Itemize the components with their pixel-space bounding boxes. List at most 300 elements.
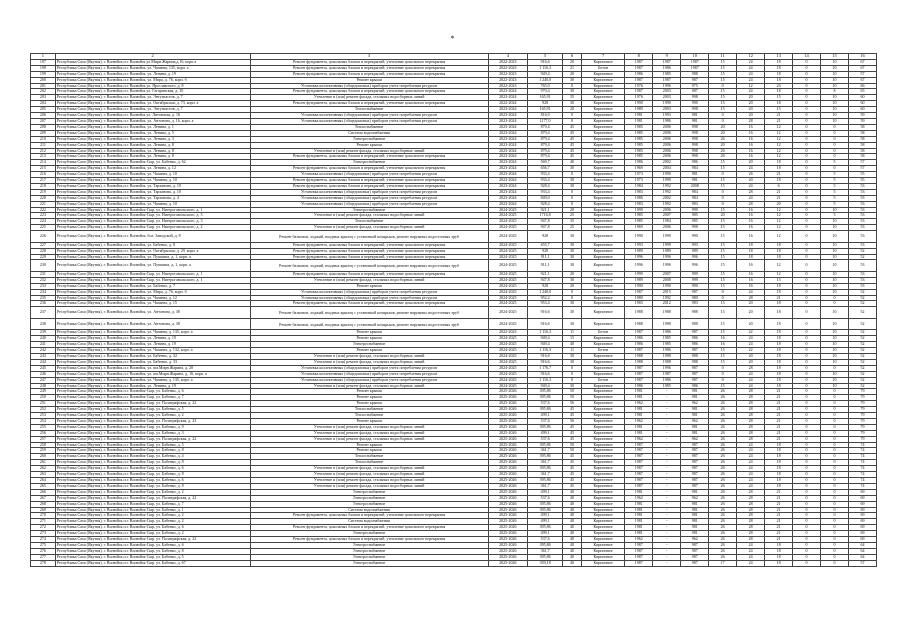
- wear-cell: 45: [563, 424, 582, 430]
- material-cell: Кирпичное: [581, 478, 624, 484]
- row-number-cell: 202: [31, 89, 56, 95]
- score-cell: 12: [765, 154, 793, 160]
- score-cell: 15: [709, 277, 737, 283]
- period-cell: 2025-2026: [488, 560, 527, 566]
- score-cell: 15: [709, 101, 737, 107]
- wear-cell: 40: [563, 548, 582, 554]
- score-cell: 10: [821, 318, 849, 330]
- total-score-cell: 74: [848, 466, 876, 472]
- year-commission-cell: 1987: [681, 59, 709, 65]
- wear-cell: 30: [563, 383, 582, 389]
- score-cell: 28: [737, 501, 765, 507]
- material-cell: Кирпичное: [581, 59, 624, 65]
- address-cell: Республика Саха (Якутия), г. Вилюйск,п.г. Вилюйск, ул. Антонова, д. 38: [55, 318, 250, 330]
- score-cell: 0: [793, 160, 821, 166]
- row-number-cell: 249: [31, 389, 56, 395]
- year-repair-cell: 2002: [653, 195, 681, 201]
- score-cell: 24: [737, 460, 765, 466]
- year-commission-cell: 987: [681, 542, 709, 548]
- wear-cell: 15: [563, 336, 582, 342]
- address-cell: Республика Саха (Якутия), г. Вилюйск,п.г. Вилюйск, ул. Ленина, д. 8: [55, 142, 250, 148]
- year-commission-cell: 988: [681, 318, 709, 330]
- row-number-cell: 241: [31, 342, 56, 348]
- score-cell: 0: [709, 371, 737, 377]
- material-cell: Кирпичное: [581, 89, 624, 95]
- material-cell: Кирпичное: [581, 101, 624, 107]
- year-repair-cell: -: [653, 436, 681, 442]
- address-cell: Республика Саха (Якутия), г. Вилюйск,п.г. Вилюйск, ул. Ленина, д. 12: [55, 166, 250, 172]
- wear-cell: 40: [563, 531, 582, 537]
- score-cell: 0: [793, 148, 821, 154]
- area-cell: 361,7: [528, 460, 563, 466]
- year-repair-cell: -: [653, 537, 681, 543]
- score-cell: 20: [737, 307, 765, 319]
- material-cell: Кирпичное: [581, 213, 624, 219]
- material-cell: Кирпичное: [581, 542, 624, 548]
- score-cell: 0: [709, 195, 737, 201]
- page-marker: *: [450, 34, 455, 43]
- score-cell: 26: [709, 513, 737, 519]
- score-cell: 21: [765, 525, 793, 531]
- area-cell: 395,86: [528, 454, 563, 460]
- score-cell: 18: [765, 242, 793, 248]
- area-cell: 395,86: [528, 407, 563, 413]
- address-cell: Республика Саха (Якутия), г. Вилюйск,п.г. Вилюйск, ул. Бабенко, д. 32: [55, 353, 250, 359]
- year-repair-cell: 1988: [653, 353, 681, 359]
- row-number-cell: 274: [31, 537, 56, 543]
- work-type-cell: Ремонт крыши: [250, 395, 488, 401]
- score-cell: 26: [709, 542, 737, 548]
- year-built-cell: 1969: [625, 225, 653, 231]
- score-cell: 15: [709, 107, 737, 113]
- work-type-cell: Ремонт балконов, лоджий, входных крылец с установкой козырьков, ремонт наружных водосточных труб: [250, 260, 488, 272]
- year-repair-cell: 2003: [653, 107, 681, 113]
- score-cell: 10: [821, 353, 849, 359]
- total-score-cell: 52: [848, 248, 876, 254]
- score-cell: 0: [821, 395, 849, 401]
- score-cell: 0: [709, 83, 737, 89]
- year-repair-cell: 1993: [653, 113, 681, 119]
- area-cell: 537,6: [528, 537, 563, 543]
- period-cell: 2025-2026: [488, 554, 527, 560]
- wear-cell: 40: [563, 525, 582, 531]
- year-commission-cell: 986: [681, 342, 709, 348]
- wear-cell: 30: [563, 77, 582, 83]
- score-cell: 28: [737, 118, 765, 124]
- year-built-cell: 1986: [625, 71, 653, 77]
- row-number-cell: 215: [31, 166, 56, 172]
- total-score-cell: 59: [848, 113, 876, 119]
- period-cell: 2025-2026: [488, 389, 527, 395]
- period-cell: 2025-2026: [488, 507, 527, 513]
- row-number-cell: 270: [31, 513, 56, 519]
- score-cell: 12: [765, 213, 793, 219]
- row-number-cell: 263: [31, 472, 56, 478]
- material-cell: Кирпичное: [581, 519, 624, 525]
- period-cell: 2024-2025: [488, 289, 527, 295]
- year-commission-cell: 985: [681, 219, 709, 225]
- work-type-cell: Ремонт фундамента, цокольных блоков и перекрытий, утепление цокольного перекрытия: [250, 59, 488, 65]
- period-cell: 2024-2025: [488, 254, 527, 260]
- score-cell: 18: [765, 307, 793, 319]
- score-cell: 12: [765, 271, 793, 277]
- score-cell: 16: [737, 283, 765, 289]
- row-number-cell: 223: [31, 213, 56, 219]
- work-type-cell: Утепление и (или) ремонт фасада, стальных водосборных линий: [250, 466, 488, 472]
- total-score-cell: 69: [848, 489, 876, 495]
- period-cell: 2023-2024: [488, 89, 527, 95]
- score-cell: 5: [821, 201, 849, 207]
- total-score-cell: 67: [848, 77, 876, 83]
- score-cell: 0: [793, 183, 821, 189]
- wear-cell: 20: [563, 71, 582, 77]
- work-type-cell: Ремонт фундамента, цокольных блоков и перекрытий, утепление цокольного перекрытия: [250, 89, 488, 95]
- year-commission-cell: 962: [681, 418, 709, 424]
- wear-cell: 0: [563, 83, 582, 89]
- address-cell: Республика Саха (Якутия), г. Вилюйск,п.г. Вилюйск-Сыр, ул. Бабенко, д. 6: [55, 542, 250, 548]
- score-cell: 26: [709, 531, 737, 537]
- score-cell: 26: [709, 483, 737, 489]
- score-cell: 0: [821, 501, 849, 507]
- score-cell: 21: [765, 495, 793, 501]
- score-cell: 24: [737, 77, 765, 83]
- score-cell: 18: [765, 77, 793, 83]
- year-commission-cell: 987: [681, 472, 709, 478]
- score-cell: 0: [821, 460, 849, 466]
- score-cell: 28: [737, 436, 765, 442]
- work-type-cell: Ремонт крыши: [250, 336, 488, 342]
- address-cell: Республика Саха (Якутия), г. Вилюйск,п.г. Вилюйск-Сыр, ул. Бабенко, д. 2: [55, 413, 250, 419]
- material-cell: Кирпичное: [581, 118, 624, 124]
- row-number-cell: 276: [31, 548, 56, 554]
- material-cell: Кирпичное: [581, 83, 624, 89]
- wear-cell: 21: [563, 65, 582, 71]
- work-type-cell: Установка коллективных (общедомовых) приборов учета потребления ресурсов: [250, 189, 488, 195]
- material-cell: Кирпичное: [581, 201, 624, 207]
- area-cell: 656,7: [528, 166, 563, 172]
- score-cell: 5: [821, 172, 849, 178]
- wear-cell: 30: [563, 254, 582, 260]
- period-cell: 2023-2024: [488, 107, 527, 113]
- work-type-cell: Утепление и (или) ремонт фасада, стальных водосборных линий: [250, 353, 488, 359]
- year-repair-cell: 1996: [653, 365, 681, 371]
- area-cell: 933,4: [528, 172, 563, 178]
- address-cell: Республика Саха (Якутия), г. Вилюйск,п.г. Вилюйск, ул. Бабенко, д. 33: [55, 359, 250, 365]
- period-cell: 2025-2026: [488, 531, 527, 537]
- year-repair-cell: 1996: [653, 260, 681, 272]
- score-cell: 18: [765, 71, 793, 77]
- year-built-cell: 1986: [625, 195, 653, 201]
- score-cell: 24: [737, 542, 765, 548]
- score-cell: 18: [765, 178, 793, 184]
- period-cell: 2025-2026: [488, 430, 527, 436]
- score-cell: 24: [737, 336, 765, 342]
- year-built-cell: 1999: [625, 271, 653, 277]
- year-repair-cell: -: [653, 389, 681, 395]
- total-score-cell: 74: [848, 472, 876, 478]
- year-built-cell: 1981: [625, 525, 653, 531]
- year-repair-cell: 1996: [653, 254, 681, 260]
- address-cell: Республика Саха (Якутия), г. Вилюйск,п.г. Вилюйск-Сыр, ул. Бабенко, д. 8: [55, 448, 250, 454]
- row-number-cell: 246: [31, 371, 56, 377]
- year-repair-cell: 1985: [653, 71, 681, 77]
- year-commission-cell: 981: [681, 424, 709, 430]
- material-cell: Кирпичное: [581, 166, 624, 172]
- score-cell: 24: [737, 548, 765, 554]
- material-cell: Кирпичное: [581, 495, 624, 501]
- score-cell: 10: [821, 377, 849, 383]
- score-cell: 0: [821, 407, 849, 413]
- score-cell: 15: [709, 318, 737, 330]
- year-built-cell: 1981: [625, 519, 653, 525]
- year-repair-cell: -: [653, 442, 681, 448]
- score-cell: 0: [821, 489, 849, 495]
- row-number-cell: 265: [31, 483, 56, 489]
- address-cell: Республика Саха (Якутия), г. Вилюйск,п.г. Вилюйск, ул. Чапаева, 135, корп. а: [55, 65, 250, 71]
- year-commission-cell: 962: [681, 495, 709, 501]
- wear-cell: 45: [563, 430, 582, 436]
- score-cell: 0: [793, 489, 821, 495]
- address-cell: Республика Саха (Якутия), г. Вилюйск,п.г. Вилюйск, ул. Чапаева, д. 132, корп. а: [55, 348, 250, 354]
- score-cell: 15: [709, 348, 737, 354]
- score-cell: 0: [821, 301, 849, 307]
- total-score-cell: 58: [848, 124, 876, 130]
- work-type-cell: Утепление и (или) ремонт фасада, стальных водосборных линий: [250, 472, 488, 478]
- score-cell: 10: [821, 260, 849, 272]
- material-cell: Кирпичное: [581, 365, 624, 371]
- area-cell: 165,91: [528, 95, 563, 101]
- score-cell: 21: [765, 113, 793, 119]
- address-cell: Республика Саха (Якутия), г. Вилюйск,п.г. Вилюйск, ул. Тарханова, д. 4: [55, 195, 250, 201]
- work-type-cell: Ремонт крыши: [250, 330, 488, 336]
- row-number-cell: 216: [31, 172, 56, 178]
- row-number-cell: 256: [31, 430, 56, 436]
- address-cell: Республика Саха (Якутия), г. Вилюйск,п.г. Вилюйск-Сыр, ул. Бабенко, д. 6: [55, 478, 250, 484]
- year-built-cell: 1988: [625, 318, 653, 330]
- year-repair-cell: 1985: [653, 336, 681, 342]
- work-type-cell: Ремонт крыши: [250, 142, 488, 148]
- year-repair-cell: -: [653, 430, 681, 436]
- score-cell: 0: [793, 219, 821, 225]
- score-cell: 26: [709, 154, 737, 160]
- score-cell: 10: [821, 383, 849, 389]
- score-cell: 0: [793, 472, 821, 478]
- score-cell: 26: [709, 148, 737, 154]
- address-cell: Республика Саха (Якутия), г. Вилюйск,п.г. Вилюйск-Сыр, ул. Бабенко, д. 7: [55, 501, 250, 507]
- year-built-cell: 1981: [625, 389, 653, 395]
- score-cell: 0: [793, 77, 821, 83]
- score-cell: 18: [765, 348, 793, 354]
- score-cell: 0: [793, 195, 821, 201]
- address-cell: Республика Саха (Якутия), г. Вилюйск,п.г. Вилюйск, ул. Ленина, д. 19: [55, 71, 250, 77]
- wear-cell: 45: [563, 483, 582, 489]
- year-built-cell: 1962: [625, 401, 653, 407]
- work-type-cell: Электроснабжение: [250, 554, 488, 560]
- score-cell: 0: [793, 377, 821, 383]
- work-type-cell: Теплоснабжение: [250, 107, 488, 113]
- score-cell: 12: [765, 219, 793, 225]
- score-cell: 0: [793, 478, 821, 484]
- area-cell: 499,1: [528, 430, 563, 436]
- score-cell: 12: [765, 225, 793, 231]
- score-cell: 16: [737, 260, 765, 272]
- material-cell: Кирпичное: [581, 219, 624, 225]
- year-commission-cell: 981: [681, 513, 709, 519]
- score-cell: 26: [709, 424, 737, 430]
- area-cell: 879,4: [528, 148, 563, 154]
- material-cell: Кирпичное: [581, 389, 624, 395]
- year-repair-cell: 1999: [653, 242, 681, 248]
- row-number-cell: 264: [31, 478, 56, 484]
- score-cell: 0: [821, 466, 849, 472]
- year-built-cell: 1987: [625, 483, 653, 489]
- year-commission-cell: 988: [681, 71, 709, 77]
- address-cell: Республика Саха (Якутия), г. Вилюйск,п.г. Вилюйск-Сыр, ул. Бабенко, д. 8: [55, 548, 250, 554]
- score-cell: 16: [709, 342, 737, 348]
- row-number-cell: 203: [31, 95, 56, 101]
- address-cell: Республика Саха (Якутия), г. Вилюйск,п.г. Вилюйск-Сыр, ул. Бабенко, д. 5: [55, 554, 250, 560]
- score-cell: 10: [821, 254, 849, 260]
- area-cell: 499,1: [528, 531, 563, 537]
- row-number-cell: 219: [31, 189, 56, 195]
- row-number-cell: 208: [31, 124, 56, 130]
- work-type-cell: Теплоснабжение: [250, 454, 488, 460]
- year-repair-cell: -: [653, 560, 681, 566]
- work-type-cell: Ремонт фундамента, цокольных блоков и перекрытий, утепление цокольного перекрытия: [250, 71, 488, 77]
- score-cell: 0: [821, 401, 849, 407]
- total-score-cell: 69: [848, 525, 876, 531]
- year-commission-cell: 986: [681, 383, 709, 389]
- score-cell: 0: [793, 507, 821, 513]
- score-cell: 24: [737, 289, 765, 295]
- area-cell: 879,4: [528, 154, 563, 160]
- address-cell: Республика Саха (Якутия), г. Вилюйск,п.г. Вилюйск, ул. Пушкина, д. 1, корп. а: [55, 254, 250, 260]
- score-cell: 15: [709, 353, 737, 359]
- total-score-cell: 65: [848, 89, 876, 95]
- work-type-cell: Утепление и (или) ремонт фасада, стальных водосборных линий: [250, 424, 488, 430]
- score-cell: 16: [737, 142, 765, 148]
- score-cell: 12: [765, 260, 793, 272]
- score-cell: 0: [821, 430, 849, 436]
- period-cell: 2023-2024: [488, 178, 527, 184]
- score-cell: 0: [821, 548, 849, 554]
- score-cell: 18: [737, 254, 765, 260]
- row-number-cell: 235: [31, 295, 56, 301]
- period-cell: 2023-2024: [488, 154, 527, 160]
- area-cell: 361,7: [528, 483, 563, 489]
- material-cell: Кирпичное: [581, 401, 624, 407]
- year-built-cell: 1981: [625, 424, 653, 430]
- row-number-cell: 214: [31, 160, 56, 166]
- area-cell: 1 116,3: [528, 330, 563, 336]
- area-cell: 537,6: [528, 436, 563, 442]
- score-cell: 0: [709, 172, 737, 178]
- work-type-cell: Утепление и (или) ремонт фасада, стальных водосборных линий: [250, 483, 488, 489]
- year-built-cell: 1987: [625, 542, 653, 548]
- wear-cell: 40: [563, 495, 582, 501]
- work-type-cell: Теплоснабжение: [250, 219, 488, 225]
- year-commission-cell: 981: [681, 118, 709, 124]
- score-cell: 26: [709, 525, 737, 531]
- address-cell: Республика Саха (Якутия), г. Вилюйск,п.г. Вилюйск-Сыр, ул. Полиграфская, д. 23: [55, 418, 250, 424]
- work-type-cell: Установка коллективных (общедомовых) приборов учета потребления ресурсов: [250, 195, 488, 201]
- year-commission-cell: 981: [681, 407, 709, 413]
- address-cell: Республика Саха (Якутия), г. Вилюйск,п.г. Вилюйск, ул. Чапаева, д. 10: [55, 178, 250, 184]
- year-built-cell: 1983: [625, 189, 653, 195]
- score-cell: 24: [737, 342, 765, 348]
- score-cell: 16: [737, 277, 765, 283]
- score-cell: 26: [709, 519, 737, 525]
- score-cell: 6: [765, 183, 793, 189]
- year-repair-cell: -: [653, 466, 681, 472]
- score-cell: 0: [793, 107, 821, 113]
- work-type-cell: Установка коллективных (общедомовых) приборов учета потребления ресурсов: [250, 113, 488, 119]
- area-cell: 537,6: [528, 495, 563, 501]
- address-cell: Республика Саха (Якутия), г. Вилюйск,п.г. Вилюйск-Сыр, ул. Нигерогавольского, д. 1: [55, 207, 250, 213]
- area-cell: 916,6: [528, 359, 563, 365]
- year-commission-cell: 983: [681, 201, 709, 207]
- work-type-cell: Ремонт фундамента, цокольных блоков и перекрытий, утепление цокольного перекрытия: [250, 101, 488, 107]
- year-repair-cell: 2007: [653, 271, 681, 277]
- total-score-cell: 52: [848, 295, 876, 301]
- year-commission-cell: 987: [681, 466, 709, 472]
- year-commission-cell: 981: [681, 531, 709, 537]
- year-commission-cell: 984: [681, 195, 709, 201]
- row-number-cell: 204: [31, 101, 56, 107]
- score-cell: 22: [737, 348, 765, 354]
- score-cell: 18: [765, 160, 793, 166]
- address-cell: Республика Саха (Якутия), г. Вилюйск,п.г. Вилюйск-Сыр, ул. Полиграфская, д. 22: [55, 495, 250, 501]
- row-number-cell: 268: [31, 501, 56, 507]
- material-cell: Кирпичное: [581, 424, 624, 430]
- year-built-cell: 1981: [625, 407, 653, 413]
- row-number-cell: 266: [31, 489, 56, 495]
- year-built-cell: 1981: [625, 413, 653, 419]
- score-cell: 0: [793, 401, 821, 407]
- score-cell: 28: [737, 513, 765, 519]
- material-cell: Кирпичное: [581, 501, 624, 507]
- score-cell: 0: [709, 113, 737, 119]
- score-cell: 24: [737, 377, 765, 383]
- row-number-cell: 257: [31, 436, 56, 442]
- score-cell: 0: [793, 113, 821, 119]
- row-number-cell: 267: [31, 495, 56, 501]
- score-cell: 0: [793, 342, 821, 348]
- year-built-cell: 1962: [625, 537, 653, 543]
- score-cell: 18: [765, 377, 793, 383]
- year-built-cell: 1985: [625, 136, 653, 142]
- total-score-cell: 53: [848, 219, 876, 225]
- score-cell: 16: [737, 271, 765, 277]
- area-cell: 916,6: [528, 318, 563, 330]
- year-repair-cell: 2007: [653, 213, 681, 219]
- address-cell: Республика Саха (Якутия), г. Вилюйск,п.г. Вилюйск-Сыр, ул. Бабенко, д. 8: [55, 460, 250, 466]
- work-type-cell: Ремонт фундамента, цокольных блоков и перекрытий, утепление цокольного перекрытия: [250, 178, 488, 184]
- material-cell: Кирпичное: [581, 124, 624, 130]
- score-cell: 10: [821, 248, 849, 254]
- work-type-cell: Ремонт крыши: [250, 77, 488, 83]
- area-cell: 1716,8: [528, 213, 563, 219]
- year-built-cell: 1987: [625, 548, 653, 554]
- score-cell: 0: [821, 124, 849, 130]
- score-cell: 10: [821, 359, 849, 365]
- period-cell: 2025-2026: [488, 513, 527, 519]
- year-repair-cell: 2006: [653, 207, 681, 213]
- address-cell: Республика Саха (Якутия), г. Вилюйск,п.г. Вилюйск, ул. Чапаева, д. 10: [55, 201, 250, 207]
- material-cell: Кирпичное: [581, 554, 624, 560]
- score-cell: 12: [765, 148, 793, 154]
- score-cell: 18: [765, 460, 793, 466]
